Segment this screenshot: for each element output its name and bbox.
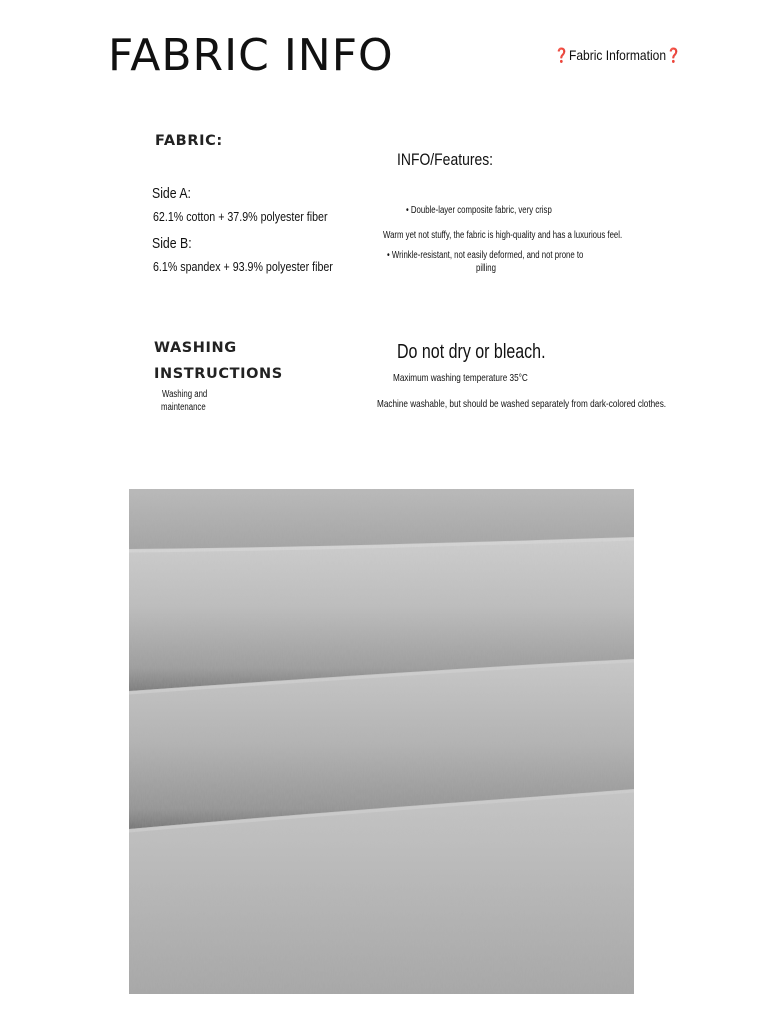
washing-note: Machine washable, but should be washed separately from dark-colored clothes.	[377, 398, 667, 410]
washing-subheading-line2: maintenance	[161, 402, 206, 413]
washing-warning: Do not dry or bleach.	[397, 341, 546, 363]
side-a-value: 62.1% cotton + 37.9% polyester fiber	[153, 209, 328, 224]
page-title	[108, 30, 394, 81]
feature-item-wrinkle-cont: pilling	[476, 263, 496, 274]
feature-item-warm: Warm yet not stuffy, the fabric is high-quality and has a luxurious feel.	[383, 230, 623, 241]
feature-item-crisp: • Double-layer composite fabric, very crisp	[406, 205, 552, 216]
washing-heading-line1: WASHING	[154, 340, 237, 356]
washing-heading-line2: INSTRUCTIONS	[154, 366, 283, 382]
side-b-value: 6.1% spandex + 93.9% polyester fiber	[153, 259, 333, 274]
title-word-fabric: FABRIC	[108, 30, 270, 81]
fabric-heading: FABRIC:	[155, 133, 223, 149]
side-a-label: Side A:	[152, 185, 191, 202]
side-b-label: Side B:	[152, 235, 192, 252]
washing-subheading-line1: Washing and	[162, 389, 208, 400]
page-subtitle: ❓Fabric Information❓	[554, 47, 682, 63]
feature-item-wrinkle: • Wrinkle-resistant, not easily deformed, and not prone to	[387, 250, 584, 261]
features-heading: INFO/Features:	[397, 150, 494, 169]
fabric-photo	[129, 489, 634, 994]
title-word-info: INFO	[283, 30, 394, 81]
washing-temperature: Maximum washing temperature 35°C	[393, 372, 528, 384]
